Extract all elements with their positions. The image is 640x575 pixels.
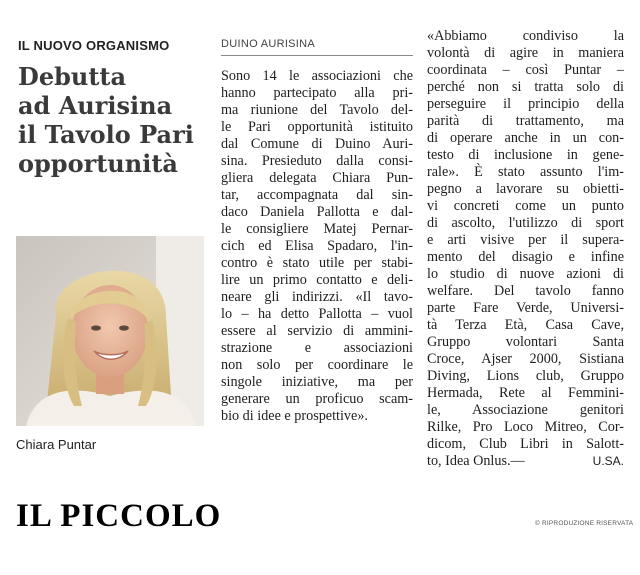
body-line: parte Fare Verde, Universi- bbox=[427, 300, 624, 316]
article-headline bbox=[18, 62, 208, 178]
body-line: volontà di agire in maniera bbox=[427, 45, 624, 61]
body-line: singole iniziative, ma per bbox=[221, 374, 413, 390]
body-line: dal Comune di Duino Auri- bbox=[221, 136, 413, 152]
article-body-column-1 bbox=[221, 68, 413, 425]
body-line: non solo per coordinare le bbox=[221, 357, 413, 373]
body-line: testo di inclusione in gene- bbox=[427, 147, 624, 163]
body-line: lire un primo contatto e deli- bbox=[221, 272, 413, 288]
body-line: daco Daniela Pallotta e dal- bbox=[221, 204, 413, 220]
body-line: Rilke, Pro Loco Mitreo, Cor- bbox=[427, 419, 624, 435]
headline-line: il Tavolo Pari bbox=[18, 120, 194, 149]
body-line: vi concreti come un punto bbox=[427, 198, 624, 214]
portrait-illustration bbox=[16, 236, 204, 426]
body-line: ma riunione del Tavolo del- bbox=[221, 102, 413, 118]
body-line: rale». È stato assunto l'im- bbox=[427, 164, 624, 180]
locality-divider bbox=[221, 55, 413, 56]
article-kicker: IL NUOVO ORGANISMO bbox=[18, 38, 170, 53]
photo-caption: Chiara Puntar bbox=[16, 437, 97, 452]
headline-line: ad Aurisina bbox=[18, 91, 173, 120]
body-line: tà Terza Età, Casa Cave, bbox=[427, 317, 624, 333]
author-byline: U.SA. bbox=[592, 454, 624, 468]
body-line: neare gli indirizzi. «Il tavo- bbox=[221, 289, 413, 305]
body-line: perché non si tratta solo di bbox=[427, 79, 624, 95]
newspaper-masthead: IL PICCOLO bbox=[16, 498, 222, 534]
body-line: Hermada, Rete al Femmini- bbox=[427, 385, 624, 401]
body-line: di operare anche in un con- bbox=[427, 130, 624, 146]
headline-line: Debutta bbox=[18, 62, 127, 91]
body-line: pegno a lavorare su obietti- bbox=[427, 181, 624, 197]
headline-line: opportunità bbox=[18, 149, 178, 178]
body-line: lo studio di nuove azioni di bbox=[427, 266, 624, 282]
body-line: tar, accompagnata dal sin- bbox=[221, 187, 413, 203]
article-body-column-2 bbox=[427, 28, 624, 470]
body-line: lo – ha detto Pallotta – vuol bbox=[221, 306, 413, 322]
body-line: contro è stato utile per stabi- bbox=[221, 255, 413, 271]
locality-label: DUINO AURISINA bbox=[221, 38, 316, 50]
body-line: di ascolto, l'utilizzo di sport bbox=[427, 215, 624, 231]
body-line: dicom, Club Libri in Salott- bbox=[427, 436, 624, 452]
body-line: Diving, Lions club, Gruppo bbox=[427, 368, 624, 384]
body-line: strazione e associazioni bbox=[221, 340, 413, 356]
copyright-notice: © RIPRODUZIONE RISERVATA bbox=[535, 520, 634, 527]
body-line: essere al servizio di ammini- bbox=[221, 323, 413, 339]
body-line: le consigliere Matej Pernar- bbox=[221, 221, 413, 237]
body-line: cich ed Elisa Spadaro, l'in- bbox=[221, 238, 413, 254]
body-line: le Pari opportunità istituito bbox=[221, 119, 413, 135]
body-line: welfare. Del tavolo fanno bbox=[427, 283, 624, 299]
body-line: mento del disagio e infine bbox=[427, 249, 624, 265]
body-line: e arti visive per il supera- bbox=[427, 232, 624, 248]
body-line: coordinata – così Puntar – bbox=[427, 62, 624, 78]
body-line: parità di trattamento, ma bbox=[427, 113, 624, 129]
body-line: sina. Presieduto dalla consi- bbox=[221, 153, 413, 169]
body-line: bio di idee e prospettive». bbox=[221, 408, 368, 424]
body-line: generare un proficuo scam- bbox=[221, 391, 413, 407]
body-line: Croce, Ajser 2000, Sistiana bbox=[427, 351, 624, 367]
body-line: to, Idea Onlus.— bbox=[427, 453, 525, 469]
body-line: «Abbiamo condiviso la bbox=[427, 28, 624, 44]
body-line: le, Associazione genitori bbox=[427, 402, 624, 418]
closing-row bbox=[427, 453, 624, 470]
portrait-photo bbox=[16, 236, 204, 426]
body-line: perseguire il principio della bbox=[427, 96, 624, 112]
body-line: hanno partecipato alla pri- bbox=[221, 85, 413, 101]
body-line: Sono 14 le associazioni che bbox=[221, 68, 413, 84]
body-line: gliera delegata Chiara Pun- bbox=[221, 170, 413, 186]
body-line: Gruppo volontari Santa bbox=[427, 334, 624, 350]
